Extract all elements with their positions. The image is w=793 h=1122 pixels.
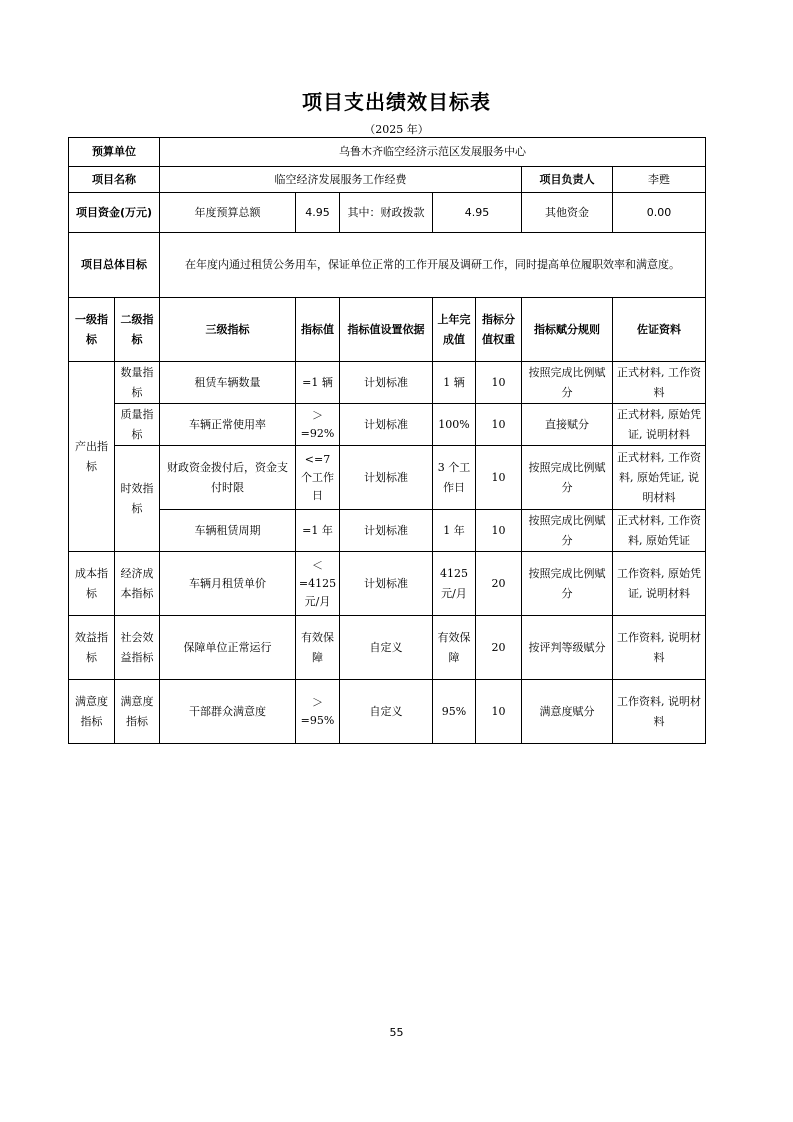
indicator-value: <=7 个工作日: [296, 446, 340, 510]
project-name-row: [69, 167, 706, 193]
fiscal-label: 其中：财政拨款: [340, 193, 433, 233]
indicator-last-year: 有效保障: [433, 616, 476, 680]
year-subtitle: （2025 年）: [364, 123, 429, 136]
annual-budget-value: 4.95: [296, 193, 340, 233]
indicator-value: =1 辆: [296, 362, 340, 404]
indicator-basis: 计划标准: [340, 552, 433, 616]
indicator-value: ＞=95%: [296, 680, 340, 744]
indicator-last-year: 3 个工作日: [433, 446, 476, 510]
table-row: [69, 362, 706, 404]
table-row: [69, 510, 706, 552]
goal-row: [69, 233, 706, 298]
indicator-rule: 按照完成比例赋分: [522, 510, 613, 552]
indicator-weight: 10: [476, 362, 522, 404]
indicator-last-year: 100%: [433, 404, 476, 446]
indicator-name: 财政资金拨付后，资金支付时限: [160, 446, 296, 510]
header-rule: 指标赋分规则: [522, 298, 613, 362]
funds-row: [69, 193, 706, 233]
header-level2: 二级指标: [115, 298, 160, 362]
group-timeliness: 时效指标: [115, 446, 160, 552]
funds-label: 项目资金(万元): [69, 193, 160, 233]
group-satisfaction: 满意度指标: [69, 680, 115, 744]
group-output: 产出指标: [69, 362, 115, 552]
indicator-weight: 10: [476, 680, 522, 744]
annual-budget-label: 年度预算总额: [160, 193, 296, 233]
indicator-evidence: 正式材料, 原始凭证, 说明材料: [613, 404, 706, 446]
indicator-evidence: 正式材料, 工作资料: [613, 362, 706, 404]
header-value: 指标值: [296, 298, 340, 362]
table-row: [69, 552, 706, 616]
project-name-label: 项目名称: [69, 167, 160, 193]
indicator-weight: 20: [476, 616, 522, 680]
project-leader-value: 李甦: [613, 167, 706, 193]
indicator-last-year: 4125 元/月: [433, 552, 476, 616]
budget-unit-value: 乌鲁木齐临空经济示范区发展服务中心: [160, 138, 706, 167]
header-level1: 一级指标: [69, 298, 115, 362]
indicator-name: 车辆租赁周期: [160, 510, 296, 552]
indicator-last-year: 1 辆: [433, 362, 476, 404]
goal-value: 在年度内通过租赁公务用车，保证单位正常的工作开展及调研工作，同时提高单位履职效率和满意度。: [160, 233, 706, 298]
header-row: [69, 298, 706, 362]
indicator-name: 车辆正常使用率: [160, 404, 296, 446]
indicator-name: 租赁车辆数量: [160, 362, 296, 404]
indicator-basis: 计划标准: [340, 362, 433, 404]
indicator-basis: 计划标准: [340, 510, 433, 552]
group-social-benefit: 社会效益指标: [115, 616, 160, 680]
group-satisfaction2: 满意度指标: [115, 680, 160, 744]
indicator-name: 干部群众满意度: [160, 680, 296, 744]
indicator-value: ＜=4125 元/月: [296, 552, 340, 616]
group-cost: 成本指标: [69, 552, 115, 616]
header-level3: 三级指标: [160, 298, 296, 362]
indicator-weight: 10: [476, 446, 522, 510]
indicator-rule: 按照完成比例赋分: [522, 362, 613, 404]
indicator-evidence: 工作资料, 原始凭证, 说明材料: [613, 552, 706, 616]
budget-unit-label: 预算单位: [69, 138, 160, 167]
page-title: 项目支出绩效目标表: [302, 90, 491, 114]
indicator-basis: 自定义: [340, 680, 433, 744]
indicator-weight: 10: [476, 404, 522, 446]
indicator-rule: 按照完成比例赋分: [522, 552, 613, 616]
header-basis: 指标值设置依据: [340, 298, 433, 362]
group-econ-cost: 经济成本指标: [115, 552, 160, 616]
other-funds-value: 0.00: [613, 193, 706, 233]
indicator-value: 有效保障: [296, 616, 340, 680]
table-row: [69, 446, 706, 510]
indicator-last-year: 1 年: [433, 510, 476, 552]
indicator-value: ＞=92%: [296, 404, 340, 446]
header-weight: 指标分值权重: [476, 298, 522, 362]
indicator-name: 保障单位正常运行: [160, 616, 296, 680]
page-number: 55: [389, 1026, 404, 1039]
indicator-last-year: 95%: [433, 680, 476, 744]
indicator-rule: 满意度赋分: [522, 680, 613, 744]
indicator-name: 车辆月租赁单价: [160, 552, 296, 616]
project-leader-label: 项目负责人: [522, 167, 613, 193]
performance-table: [68, 137, 706, 744]
indicator-weight: 20: [476, 552, 522, 616]
header-last-year: 上年完成值: [433, 298, 476, 362]
goal-label: 项目总体目标: [69, 233, 160, 298]
fiscal-value: 4.95: [433, 193, 522, 233]
indicator-rule: 按评判等级赋分: [522, 616, 613, 680]
indicator-evidence: 工作资料, 说明材料: [613, 616, 706, 680]
table-row: [69, 680, 706, 744]
table-row: [69, 404, 706, 446]
table-row: [69, 616, 706, 680]
group-benefit: 效益指标: [69, 616, 115, 680]
indicator-weight: 10: [476, 510, 522, 552]
indicator-evidence: 工作资料, 说明材料: [613, 680, 706, 744]
indicator-evidence: 正式材料, 工作资料, 原始凭证: [613, 510, 706, 552]
group-quality: 质量指标: [115, 404, 160, 446]
indicator-rule: 按照完成比例赋分: [522, 446, 613, 510]
indicator-rule: 直接赋分: [522, 404, 613, 446]
group-quantity: 数量指标: [115, 362, 160, 404]
indicator-basis: 计划标准: [340, 446, 433, 510]
indicator-basis: 计划标准: [340, 404, 433, 446]
indicator-value: =1 年: [296, 510, 340, 552]
indicator-basis: 自定义: [340, 616, 433, 680]
project-name-value: 临空经济发展服务工作经费: [160, 167, 522, 193]
indicator-evidence: 正式材料, 工作资料, 原始凭证, 说明材料: [613, 446, 706, 510]
other-funds-label: 其他资金: [522, 193, 613, 233]
header-evidence: 佐证资料: [613, 298, 706, 362]
budget-unit-row: [69, 138, 706, 167]
